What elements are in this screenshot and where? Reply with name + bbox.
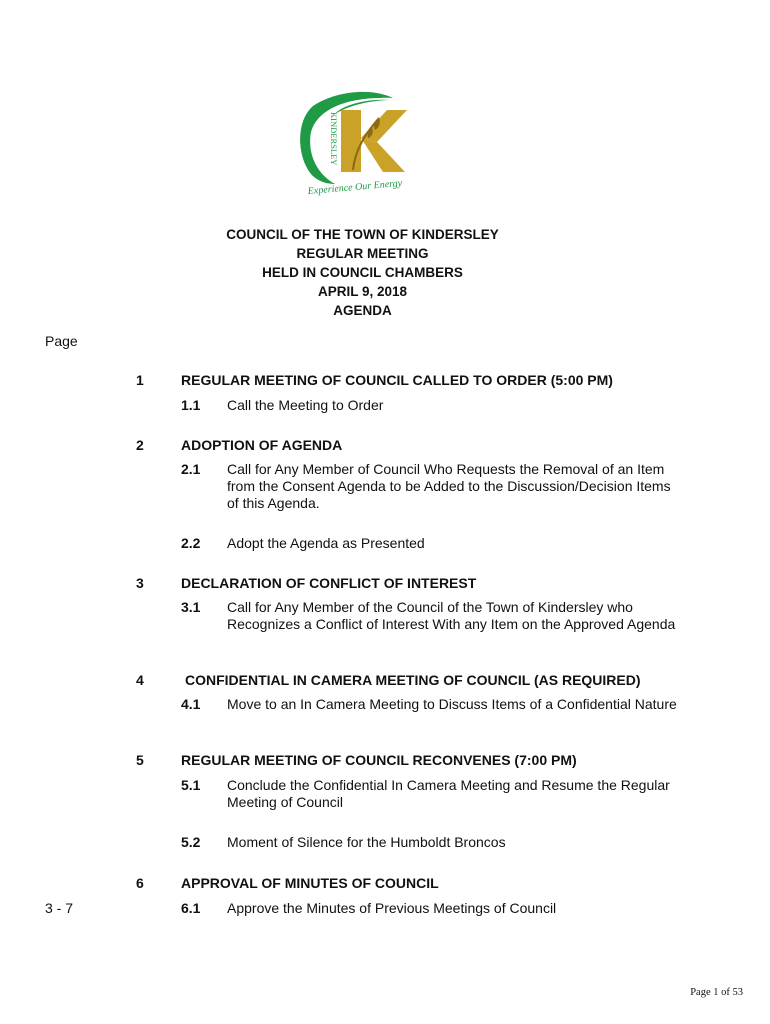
item-text: Conclude the Confidential In Camera Meeting and Resume the Regular Meeting of Council	[227, 777, 670, 810]
item-number: 4.1	[181, 696, 201, 712]
heading-line-1: COUNCIL OF THE TOWN OF KINDERSLEY	[226, 227, 499, 242]
item-text: Moment of Silence for the Humboldt Broncos	[227, 834, 506, 850]
heading-line-2: REGULAR MEETING	[296, 246, 429, 261]
agenda-heading	[0, 225, 725, 320]
page-footer: Page 1 of 53	[690, 987, 743, 998]
item-number: 2.2	[181, 535, 201, 551]
section-number: 2	[136, 437, 144, 453]
item-number: 1.1	[181, 397, 201, 413]
page-column-label: Page	[45, 333, 78, 349]
item-text: Call for Any Member of Council Who Requests the Removal of an Item from the Consent Agenda to be Added to the Discussion/Decision Items of this Agenda.	[227, 461, 671, 511]
item-number: 6.1	[181, 900, 201, 916]
section-title: DECLARATION OF CONFLICT OF INTEREST	[181, 575, 477, 591]
item-text: Adopt the Agenda as Presented	[227, 535, 425, 551]
item-text: Move to an In Camera Meeting to Discuss Items of a Confidential Nature	[227, 696, 677, 712]
item-text: Call the Meeting to Order	[227, 397, 384, 413]
section-title: APPROVAL OF MINUTES OF COUNCIL	[181, 875, 439, 891]
section-number: 1	[136, 372, 144, 388]
item-number: 5.2	[181, 834, 201, 850]
section-number: 5	[136, 752, 144, 768]
section-number: 6	[136, 875, 144, 891]
logo-wordmark: KINDERSLEY	[329, 112, 339, 166]
item-text: Call for Any Member of the Council of the Town of Kindersley who Recognizes a Conflict of Interest With any Item on the Approved Agenda	[227, 599, 676, 632]
item-number: 2.1	[181, 461, 201, 477]
logo-tagline: Experience Our Energy	[307, 177, 403, 198]
heading-line-3: HELD IN COUNCIL CHAMBERS	[262, 265, 463, 280]
section-title: CONFIDENTIAL IN CAMERA MEETING OF COUNCIL (AS REQUIRED)	[185, 672, 641, 688]
item-text: Approve the Minutes of Previous Meetings of Council	[227, 900, 557, 916]
item-number: 5.1	[181, 777, 201, 793]
section-title: REGULAR MEETING OF COUNCIL CALLED TO ORDER (5:00 PM)	[181, 372, 613, 388]
section-title: REGULAR MEETING OF COUNCIL RECONVENES (7:00 PM)	[181, 752, 577, 768]
kindersley-logo	[295, 88, 415, 198]
section-number: 4	[136, 672, 144, 688]
section-number: 3	[136, 575, 144, 591]
section-title: ADOPTION OF AGENDA	[181, 437, 343, 453]
item-number: 3.1	[181, 599, 201, 615]
heading-line-4: APRIL 9, 2018	[317, 284, 408, 299]
heading-line-5: AGENDA	[333, 303, 392, 318]
page-reference: 3 - 7	[45, 900, 74, 916]
